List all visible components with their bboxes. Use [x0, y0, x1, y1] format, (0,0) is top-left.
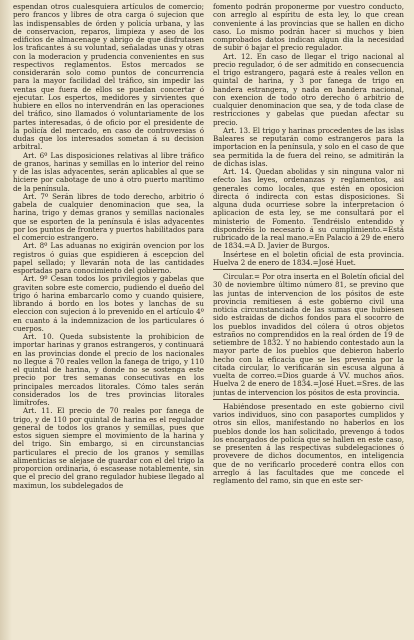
paragraph: Art. 12. En caso de llegar el trigo nacional al precio regulador, ó de ser admitido en consecuencia el trigo estrangero, pagará este á reales vellon en quintal de harina, y 3 por fanega de trigo en bandera estrangera, y nada en bandera nacional, con exencion de todo otro derecho ó arbitrio de cualquier denominacion que sea, y de toda clase de restricciones y gabelas que puedan afectar su precio.: [213, 51, 404, 127]
paragraph: Art. 6º Las disposiciones relativas al libre tráfico de granos, harinas y semillas en lo interior del reino y de las islas adyacentes, serán aplicables al que se hiciere por cabotage de uno á otro puerto marítimo de la península.: [13, 150, 204, 193]
paragraph: fomento podrán proponerme por vuestro conducto, con arreglo al espíritu de esta ley, lo que crean conveniente á las provincias que se hallen en dicho caso. Lo mismo podrán hacer si muchos y bien comprobados datos indican algun dia la necesidad de subir ó bajar el precio regulador.: [213, 3, 404, 53]
paragraph: Art. 8º Las aduanas no exigirán ovencion por los registros ó guias que espidieren á escepcion del papel sellado; y llevarán nota de las cantidades esportadas para conocimiento del gobierno.: [13, 241, 204, 275]
paragraph: Art. 13. El trigo y harinas procedentes de las islas Baleares se reputarán como estrangeros para la importacion en la península, y solo en el caso de que sea permitida la de fuera del reino, se admitirán la de dichas islas.: [213, 125, 404, 168]
paragraph: Circular.= Por otra inserta en el Boletín oficial del 30 de noviembre último número 81, se previno que las juntas de intervencion de los pósitos de este provincia remitiesen á este gobierno civil una noticia circunstanciada de las sumas que hubiesen sido estraidas de dichos fondos para el socorro de los pueblos invadidos del cólera ú otros objetos estraños no comprendidos en la real órden de 19 de setiembre de 1832. Y no habiendo contestado aun la mayor parte de los pueblos que debieron haberlo hecho con la eficacia que se les prevenia por la citada circular, lo verificarán sin escusa alguna á vuelta de correo.=Dios guarde á VV. muchos años. Huelva 2 de enero de 1834.=José Huet.=Sres. de las juntas de intervencion los pósitos de esta provincia.: [213, 272, 404, 397]
paragraph: Art. 10. Queda subsistente la prohibicion de importar harinas y granos estrangeros, y continuará en las provincias donde el precio de los nacionales no llegue á 70 reales vellon la fanega de trigo, y 110 el quintal de harina, y donde no se sostenga este precio por tres semanas consecutivas en los principales mercados litorales. Cómo tales serán considerados los de tres provincias litorales limítrofes.: [13, 332, 204, 407]
right-text-column: [213, 3, 404, 640]
paragraph: Art. 14. Quedan abolidas y sin ninguna valor ni efecto las leyes, ordenanzas y reglamentos, asi generales como locales, que estén en oposicion directa ó indirecta con estas disposiciones. Si alguna duda ocurriese sobre la interpretacion ó aplicacion de esta ley, se me consultará por el ministerio de Fomento. Tendréislo entendido y dispondréis lo necesario á su cumplimiento.=Está rubricado de la real mano.=En Palacio á 29 de enero de 1834.=A D. Javier de Burgos.: [213, 167, 404, 251]
paragraph: Art. 9º Cesan todos los privilegios y gabelas que graviten sobre este comercio, pudiendo el dueño del trigo ó harina embarcarlo como y cuando quisiere, librando á bordo en los botes y lanchas de su eleccion con sujecion á lo prevenido en el artículo 4º en cuanto á la indemnizacion de los particulares ó cuerpos.: [13, 274, 204, 333]
paragraph: Insértese en el boletin oficial de esta provincia. Huelva 2 de enero de 1834.=José Huet.: [213, 249, 404, 267]
left-text-column: [13, 3, 204, 640]
section-divider: [213, 399, 404, 400]
paragraph: Habiéndose presentado en este gobierno civil varios individuos, sino con pasaportes cumplidos y otros sin ellos, manifestando no haberlos en los pueblos donde los han solicitado, prevengo á todos los encargados de policía que se hallen en este caso, se presenten á las respectivas subdelegaciones ó provevere de dichos documentos, en inteligencia que de no verificarlo procederé contra ellos con arreglo á las facultades que me concede el reglamento del ramo, sin que en este ser-: [213, 401, 404, 485]
section-divider: [213, 269, 404, 270]
paragraph: espendan otros cualesquiera artículos de comercio; pero francos y libres de otra carga ó sujecion que las indispensables de órden y policía urbana, y las de conservacion, reparos, limpieza y aseo de los edificios de almacenage y abrigo de que disfrutasen los traficantes á su voluntad, señaladas unas y otras con la moderacion y prudencia convenientes en sus respectivos reglamentos. Estos mercados se considerarán solo como puntos de concurrencia para la mayor facilidad del tráfico, sin impedir las ventas que fuera de ellos se puedan concertar ó ejecutar. Los espertos, medidores y sirvientes que hubiere en ellos no intervendrán en las operaciones del tráfico, sino llamados ó voluntariamente de los partes interesadas, ó de oficio por el presidente de la policía del mercado, en caso de controversias ó dudas que los interesados sometan á su decision arbitral.: [13, 3, 204, 152]
paragraph: Art. 7º Serán libres de todo derecho, arbitrio ó gabela de cualquier denominacion que sea, la harina, trigo y demas granos y semillas nacionales que se esporten de la península é islas adyacentes por los puntos de frontera y puertos habilitados para el comercio estrangero.: [13, 191, 204, 242]
paragraph: Art. 11. El precio de 70 reales por fanega de trigo, y de 110 por quintal de harina es el regulador general de todos los granos y semillas, pues que estos siguen siempre el movimiento de la harina y del trigo. Sin embargo, si en circunstancias particulares el precio de los granos y semillas alimenticias se alejase de guardar con el del trigo la proporcion ordinaria, ó escasease notablemente, sin que el precio del grano regulador hubiese llegado al maximun, los subdelegados de: [13, 406, 204, 490]
